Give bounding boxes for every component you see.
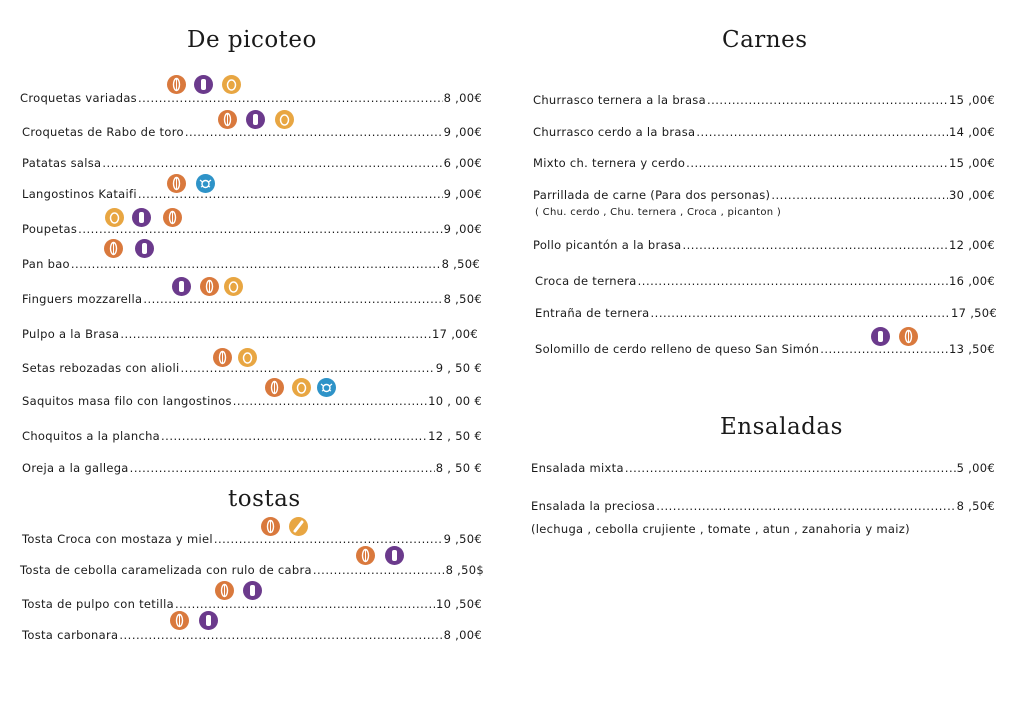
menu-item (22, 222, 482, 236)
menu-item (535, 306, 997, 320)
menu-item (22, 628, 482, 642)
item-name: Pan bao (22, 257, 70, 271)
item-price: 9 ,50€ (443, 532, 482, 546)
item-name: Ensalada la preciosa (531, 499, 656, 513)
item-name: Setas rebozadas con alioli (22, 361, 180, 375)
item-price: 14 ,00€ (949, 125, 995, 139)
milk-allergen-icon (871, 327, 890, 346)
item-price: 10 , 00 € (428, 394, 482, 408)
milk-allergen-icon (194, 75, 213, 94)
item-name: Pulpo a la Brasa (22, 327, 120, 341)
menu-item (20, 91, 482, 105)
gluten-allergen-icon (167, 75, 186, 94)
item-note: ( Chu. cerdo , Chu. ternera , Croca , picanton ) (535, 207, 782, 218)
item-name: Poupetas (22, 222, 78, 236)
gluten-allergen-icon (215, 581, 234, 600)
menu-item (22, 327, 478, 341)
item-name: Tosta Croca con mostaza y miel (22, 532, 213, 546)
menu-item (22, 429, 482, 443)
milk-allergen-icon (246, 110, 265, 129)
menu-item (22, 532, 482, 546)
item-price: 5 ,00€ (956, 461, 995, 475)
item-price: 9 ,00€ (443, 187, 482, 201)
item-name: Patatas salsa (22, 156, 102, 170)
section-title-ensaladas: Ensaladas (720, 414, 843, 440)
item-name: Croquetas de Rabo de toro (22, 125, 184, 139)
item-price: 9 ,00€ (443, 222, 482, 236)
item-price: 8 , 50 € (435, 461, 482, 475)
item-name: Solomillo de cerdo relleno de queso San Simón (535, 342, 820, 356)
item-price: 15 ,00€ (949, 93, 995, 107)
menu-item (20, 563, 484, 577)
item-price: 17 ,50€ (951, 306, 997, 320)
item-price: 8 ,00€ (443, 628, 482, 642)
menu-item (533, 93, 995, 107)
item-name: Pollo picantón a la brasa (533, 238, 682, 252)
crustacean-allergen-icon (196, 174, 215, 193)
gluten-allergen-icon (265, 378, 284, 397)
item-price: 12 ,00€ (949, 238, 995, 252)
item-name: Mixto ch. ternera y cerdo (533, 156, 686, 170)
item-price: 6 ,00€ (443, 156, 482, 170)
item-price: 8 ,00€ (443, 91, 482, 105)
menu-item (533, 156, 995, 170)
item-price: 8 ,50$ (445, 563, 484, 577)
item-name: Churrasco cerdo a la brasa (533, 125, 696, 139)
gluten-allergen-icon (356, 546, 375, 565)
gluten-allergen-icon (261, 517, 280, 536)
egg-allergen-icon (222, 75, 241, 94)
item-price: 8 ,50€ (443, 292, 482, 306)
item-price: 9 ,00€ (443, 125, 482, 139)
egg-allergen-icon (238, 348, 257, 367)
item-name: Saquitos masa filo con langostinos (22, 394, 232, 408)
item-name: Langostinos Kataifi (22, 187, 137, 201)
menu-item (22, 292, 482, 306)
item-name: Entraña de ternera (535, 306, 650, 320)
menu-item (535, 274, 995, 288)
menu-item (533, 238, 995, 252)
gluten-allergen-icon (218, 110, 237, 129)
section-title-tostas: tostas (228, 486, 301, 512)
milk-allergen-icon (385, 546, 404, 565)
milk-allergen-icon (135, 239, 154, 258)
menu-item (533, 125, 995, 139)
milk-allergen-icon (172, 277, 191, 296)
menu-item (22, 461, 482, 475)
gluten-allergen-icon (200, 277, 219, 296)
item-price: 30 ,00€ (949, 188, 995, 202)
item-price: 9 , 50 € (435, 361, 482, 375)
item-name: Tosta carbonara (22, 628, 119, 642)
item-name: Croquetas variadas (20, 91, 137, 105)
item-name: Tosta de cebolla caramelizada con rulo de cabra (20, 563, 312, 577)
item-price: 8 ,50€ (441, 257, 480, 271)
egg-allergen-icon (292, 378, 311, 397)
milk-allergen-icon (243, 581, 262, 600)
item-price: 10 ,50€ (436, 597, 482, 611)
section-title-carnes: Carnes (722, 27, 808, 53)
menu-item (22, 257, 480, 271)
crustacean-allergen-icon (317, 378, 336, 397)
item-price: 8 ,50€ (956, 499, 995, 513)
gluten-allergen-icon (104, 239, 123, 258)
item-name: Choquitos a la plancha (22, 429, 161, 443)
milk-allergen-icon (199, 611, 218, 630)
menu-item (22, 394, 482, 408)
item-price: 12 , 50 € (428, 429, 482, 443)
section-title-picoteo: De picoteo (187, 27, 317, 53)
egg-allergen-icon (275, 110, 294, 129)
gluten-allergen-icon (163, 208, 182, 227)
item-name: Tosta de pulpo con tetilla (22, 597, 174, 611)
item-name: Finguers mozzarella (22, 292, 143, 306)
egg-allergen-icon (224, 277, 243, 296)
gluten-allergen-icon (167, 174, 186, 193)
gluten-allergen-icon (899, 327, 918, 346)
menu-item (531, 499, 995, 513)
milk-allergen-icon (132, 208, 151, 227)
menu-item (22, 187, 482, 201)
item-price: 13 ,50€ (949, 342, 995, 356)
item-name: Oreja a la gallega (22, 461, 129, 475)
mustard-allergen-icon (289, 517, 308, 536)
egg-allergen-icon (105, 208, 124, 227)
menu-item (533, 188, 995, 202)
menu-item (531, 461, 995, 475)
menu-item (535, 342, 995, 356)
gluten-allergen-icon (170, 611, 189, 630)
item-name: Ensalada mixta (531, 461, 624, 475)
gluten-allergen-icon (213, 348, 232, 367)
menu-item (22, 156, 482, 170)
item-note: (lechuga , cebolla crujiente , tomate , atun , zanahoria y maiz) (531, 522, 910, 536)
item-price: 15 ,00€ (949, 156, 995, 170)
item-name: Croca de ternera (535, 274, 637, 288)
item-name: Parrillada de carne (Para dos personas) (533, 188, 771, 202)
item-price: 17 ,00€ (432, 327, 478, 341)
item-price: 16 ,00€ (949, 274, 995, 288)
item-name: Churrasco ternera a la brasa (533, 93, 706, 107)
